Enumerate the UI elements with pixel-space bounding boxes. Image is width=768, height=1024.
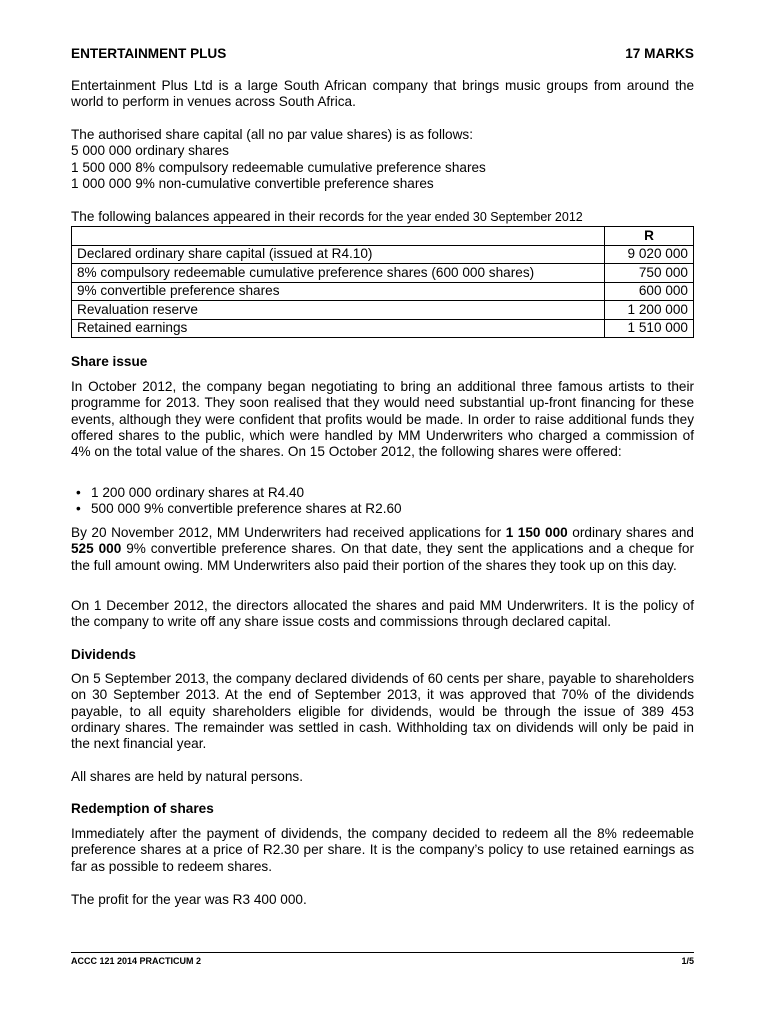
share-issue-paragraph: In October 2012, the company began negotiating to bring an additional three famous artists to their programme for 2013. They soon realised that they would need substantial up-front financing for these events, although they were confident that profits would be made. In order to raise additional funds they offered shares to the public, which were handled by MM Underwriters who charged a commission of 4% on the total value of the shares. On 15 October 2012, the following shares were offered:	[71, 379, 694, 460]
balances-lead	[71, 209, 694, 225]
text-run: 9% convertible preference shares. On that date, they sent the applications and a cheque for the full amount owing. MM Underwriters also paid their portion of the shares they took up on this day.	[71, 541, 694, 573]
row-item: Retained earnings	[72, 319, 605, 338]
authorised-lead: The authorised share capital (all no par value shares) is as follows:	[71, 127, 473, 142]
share-issue-heading: Share issue	[71, 354, 148, 369]
list-item	[71, 501, 694, 517]
authorised-line: 5 000 000 ordinary shares	[71, 143, 229, 159]
page-footer	[71, 956, 694, 966]
preference-applications-count: 525 000	[71, 541, 122, 557]
table-header-row	[72, 227, 694, 246]
dividends-paragraph: On 5 September 2013, the company declared dividends of 60 cents per share, payable to shareholders on 30 September 2013. At the end of September 2013, it was approved that 70% of the dividends payable, to all equity shareholders eligible for dividends, would be through the issue of 389 453 ordinary shares. The remainder was settled in cash. Withholding tax on dividends will only be paid in the next financial year.	[71, 671, 694, 752]
text-run: ordinary shares and	[567, 525, 694, 540]
row-item: Declared ordinary share capital (issued at R4.10)	[72, 245, 605, 264]
row-item: Revaluation reserve	[72, 301, 605, 320]
intro-paragraph: Entertainment Plus Ltd is a large South African company that brings music groups from around the world to perform in venues across South Africa.	[71, 78, 694, 110]
table-row	[72, 319, 694, 338]
row-amount: 600 000	[605, 282, 694, 301]
offer-list	[71, 485, 694, 518]
table-row	[72, 282, 694, 301]
row-amount: 750 000	[605, 264, 694, 283]
redemption-paragraph: Immediately after the payment of dividends, the company decided to redeem all the 8% redeemable preference shares at a price of R2.30 per share. It is the company’s policy to use retained earnings as far as possible to redeem shares.	[71, 826, 694, 874]
currency-header: R	[605, 227, 694, 246]
footer-divider	[71, 952, 694, 953]
applications-paragraph	[71, 525, 694, 574]
page-number: 1/5	[681, 956, 694, 966]
bullet-icon: •	[76, 501, 81, 517]
offer-text: 500 000 9% convertible preference shares at R2.60	[91, 501, 402, 517]
table-cell	[72, 227, 605, 246]
footer-course: ACCC 121 2014 PRACTICUM 2	[71, 956, 202, 966]
list-item	[71, 485, 694, 501]
row-amount: 1 510 000	[605, 319, 694, 338]
row-item: 8% compulsory redeemable cumulative preference shares (600 000 shares)	[72, 264, 605, 283]
allocation-paragraph: On 1 December 2012, the directors allocated the shares and paid MM Underwriters. It is the policy of the company to write off any share issue costs and commissions through declared capital.	[71, 598, 694, 630]
document-header	[71, 46, 694, 62]
bullet-icon: •	[76, 485, 81, 500]
profit-paragraph: The profit for the year was R3 400 000.	[71, 892, 307, 907]
balances-lead-text: The following balances appeared in their records	[71, 209, 368, 224]
authorised-line: 1 500 000 8% compulsory redeemable cumulative preference shares	[71, 159, 486, 175]
balances-table	[71, 226, 694, 338]
authorised-line: 1 000 000 9% non-cumulative convertible preference shares	[71, 175, 434, 191]
ordinary-applications-count: 1 150 000	[505, 525, 568, 540]
text-run: By 20 November 2012, MM Underwriters had received applications for	[71, 525, 506, 540]
table-row	[72, 245, 694, 264]
table-row	[72, 264, 694, 283]
natural-persons-paragraph: All shares are held by natural persons.	[71, 769, 303, 784]
marks-label: 17 MARKS	[625, 46, 694, 61]
table-row	[72, 301, 694, 320]
row-amount: 1 200 000	[605, 301, 694, 320]
dividends-heading: Dividends	[71, 647, 136, 662]
row-item: 9% convertible preference shares	[72, 282, 605, 301]
row-amount: 9 020 000	[605, 245, 694, 264]
balances-lead-date: for the year ended 30 September 2012	[367, 210, 583, 224]
authorised-capital	[71, 127, 694, 192]
section-title: ENTERTAINMENT PLUS	[71, 46, 227, 61]
offer-text: 1 200 000 ordinary shares at R4.40	[91, 485, 305, 500]
redemption-heading: Redemption of shares	[71, 801, 214, 816]
